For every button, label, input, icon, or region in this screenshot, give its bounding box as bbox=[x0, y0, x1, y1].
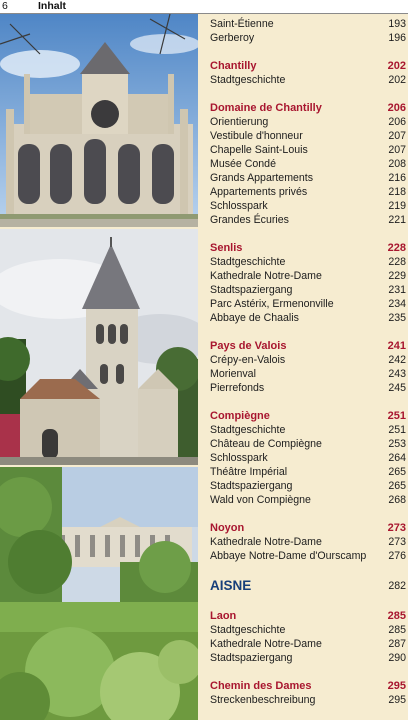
toc-entry-page: 193 bbox=[388, 18, 406, 30]
toc-entry-page: 206 bbox=[388, 116, 406, 128]
toc-entry bbox=[210, 549, 406, 563]
toc-heading-title: Pays de Valois bbox=[210, 340, 287, 352]
toc-entry-title: Kathedrale Notre-Dame bbox=[210, 536, 322, 548]
toc-heading-title: Chemin des Dames bbox=[210, 680, 312, 692]
toc-entry bbox=[210, 437, 406, 451]
toc-entry-title: Stadtgeschichte bbox=[210, 74, 286, 86]
toc-entry-page: 202 bbox=[388, 74, 406, 86]
toc-entry-title: Schlosspark bbox=[210, 452, 268, 464]
toc-heading-title: Senlis bbox=[210, 242, 243, 254]
toc-entry-page: 251 bbox=[388, 424, 406, 436]
toc-entry-title: Kathedrale Notre-Dame bbox=[210, 270, 322, 282]
toc-entry bbox=[210, 171, 406, 185]
toc-entry-title: Grands Appartements bbox=[210, 172, 314, 184]
toc-entry-title: Kathedrale Notre-Dame bbox=[210, 638, 322, 650]
toc-entry bbox=[210, 535, 406, 549]
toc-heading bbox=[210, 101, 406, 115]
toc-entry bbox=[210, 31, 406, 45]
toc-heading-page: 228 bbox=[387, 242, 406, 254]
section-title: Inhalt bbox=[38, 0, 66, 12]
toc-entry-page: 265 bbox=[388, 480, 406, 492]
toc-entry bbox=[210, 73, 406, 87]
toc-heading-page: 285 bbox=[387, 610, 406, 622]
toc-entry bbox=[210, 185, 406, 199]
toc-entry bbox=[210, 423, 406, 437]
toc-entry-page: 234 bbox=[388, 298, 406, 310]
toc-heading-page: 202 bbox=[387, 60, 406, 72]
toc-heading bbox=[210, 241, 406, 255]
toc-entry bbox=[210, 465, 406, 479]
toc-entry-page: 245 bbox=[388, 382, 406, 394]
toc-entry-page: 243 bbox=[388, 368, 406, 380]
toc-entry bbox=[210, 157, 406, 171]
toc-heading-page: 251 bbox=[387, 410, 406, 422]
toc-heading-title: Domaine de Chantilly bbox=[210, 102, 322, 114]
toc-heading-page: 206 bbox=[387, 102, 406, 114]
toc-entry-page: 264 bbox=[388, 452, 406, 464]
toc-entry bbox=[210, 213, 406, 227]
toc-entry bbox=[210, 451, 406, 465]
toc-entry-page: 242 bbox=[388, 354, 406, 366]
toc-entry bbox=[210, 493, 406, 507]
toc-entry-page: 265 bbox=[388, 466, 406, 478]
toc-heading bbox=[210, 59, 406, 73]
toc-entry-page: 290 bbox=[388, 652, 406, 664]
toc-heading bbox=[210, 409, 406, 423]
toc-entry-title: Grandes Écuries bbox=[210, 214, 289, 226]
toc-entry bbox=[210, 311, 406, 325]
toc-entry-title: Stadtgeschichte bbox=[210, 256, 286, 268]
toc-entry-title: Abbaye de Chaalis bbox=[210, 312, 299, 324]
toc-region bbox=[210, 577, 406, 595]
toc-region-title: AISNE bbox=[210, 578, 252, 593]
toc-entry bbox=[210, 143, 406, 157]
toc-entry-title: Saint-Étienne bbox=[210, 18, 274, 30]
toc-heading-page: 273 bbox=[387, 522, 406, 534]
toc-entry-page: 276 bbox=[388, 550, 406, 562]
page-number: 6 bbox=[2, 0, 8, 12]
toc-heading-page: 241 bbox=[387, 340, 406, 352]
toc-entry-page: 196 bbox=[388, 32, 406, 44]
table-of-contents bbox=[210, 17, 406, 707]
toc-entry-title: Stadtspaziergang bbox=[210, 652, 293, 664]
toc-entry-page: 295 bbox=[388, 694, 406, 706]
toc-entry-page: 273 bbox=[388, 536, 406, 548]
gothic-church-photo bbox=[0, 14, 198, 227]
toc-entry-page: 208 bbox=[388, 158, 406, 170]
toc-entry-title: Stadtgeschichte bbox=[210, 624, 286, 636]
toc-entry bbox=[210, 269, 406, 283]
toc-heading-title: Noyon bbox=[210, 522, 245, 534]
toc-entry-title: Château de Compiègne bbox=[210, 438, 322, 450]
toc-entry-page: 287 bbox=[388, 638, 406, 650]
toc-entry-title: Morienval bbox=[210, 368, 256, 380]
toc-entry bbox=[210, 651, 406, 665]
toc-entry-title: Wald von Compiègne bbox=[210, 494, 311, 506]
romanesque-tower-photo bbox=[0, 229, 198, 465]
toc-entry-title: Abbaye Notre-Dame d'Ourscamp bbox=[210, 550, 367, 562]
toc-entry-title: Pierrefonds bbox=[210, 382, 265, 394]
toc-entry-title: Vestibule d'honneur bbox=[210, 130, 303, 142]
toc-heading bbox=[210, 521, 406, 535]
toc-entry-page: 218 bbox=[388, 186, 406, 198]
toc-entry bbox=[210, 367, 406, 381]
toc-entry-title: Schlosspark bbox=[210, 200, 268, 212]
toc-entry-page: 219 bbox=[388, 200, 406, 212]
toc-entry-page: 285 bbox=[388, 624, 406, 636]
toc-entry-page: 221 bbox=[388, 214, 406, 226]
toc-entry bbox=[210, 637, 406, 651]
toc-entry bbox=[210, 479, 406, 493]
toc-heading bbox=[210, 609, 406, 623]
toc-heading-title: Compiègne bbox=[210, 410, 270, 422]
chateau-garden-photo bbox=[0, 467, 198, 720]
toc-entry-title: Stadtspaziergang bbox=[210, 284, 293, 296]
toc-entry-page: 231 bbox=[388, 284, 406, 296]
toc-entry-title: Musée Condé bbox=[210, 158, 276, 170]
toc-heading-page: 295 bbox=[387, 680, 406, 692]
toc-entry bbox=[210, 623, 406, 637]
toc-entry bbox=[210, 115, 406, 129]
toc-entry bbox=[210, 129, 406, 143]
toc-entry-page: 216 bbox=[388, 172, 406, 184]
toc-entry-page: 229 bbox=[388, 270, 406, 282]
toc-entry bbox=[210, 353, 406, 367]
toc-heading bbox=[210, 339, 406, 353]
toc-entry-page: 253 bbox=[388, 438, 406, 450]
toc-entry bbox=[210, 381, 406, 395]
toc-heading-title: Laon bbox=[210, 610, 237, 622]
toc-entry-title: Streckenbeschreibung bbox=[210, 694, 316, 706]
toc-entry-title: Crépy-en-Valois bbox=[210, 354, 286, 366]
toc-entry bbox=[210, 199, 406, 213]
toc-entry-title: Théâtre Impérial bbox=[210, 466, 288, 478]
toc-entry bbox=[210, 693, 406, 707]
toc-entry bbox=[210, 255, 406, 269]
toc-region-page: 282 bbox=[388, 580, 406, 592]
toc-entry-page: 207 bbox=[388, 130, 406, 142]
toc-entry-title: Gerberoy bbox=[210, 32, 255, 44]
toc-entry-page: 228 bbox=[388, 256, 406, 268]
toc-entry-title: Orientierung bbox=[210, 116, 269, 128]
toc-entry bbox=[210, 283, 406, 297]
toc-entry-title: Stadtgeschichte bbox=[210, 424, 286, 436]
toc-heading bbox=[210, 679, 406, 693]
page-header bbox=[0, 0, 408, 14]
toc-entry-page: 207 bbox=[388, 144, 406, 156]
toc-entry-title: Chapelle Saint-Louis bbox=[210, 144, 308, 156]
toc-entry-page: 268 bbox=[388, 494, 406, 506]
toc-heading-title: Chantilly bbox=[210, 60, 257, 72]
toc-entry bbox=[210, 17, 406, 31]
toc-entry-page: 235 bbox=[388, 312, 406, 324]
toc-entry-title: Stadtspaziergang bbox=[210, 480, 293, 492]
toc-entry-title: Parc Astérix, Ermenonville bbox=[210, 298, 334, 310]
toc-entry bbox=[210, 297, 406, 311]
toc-entry-title: Appartements privés bbox=[210, 186, 308, 198]
